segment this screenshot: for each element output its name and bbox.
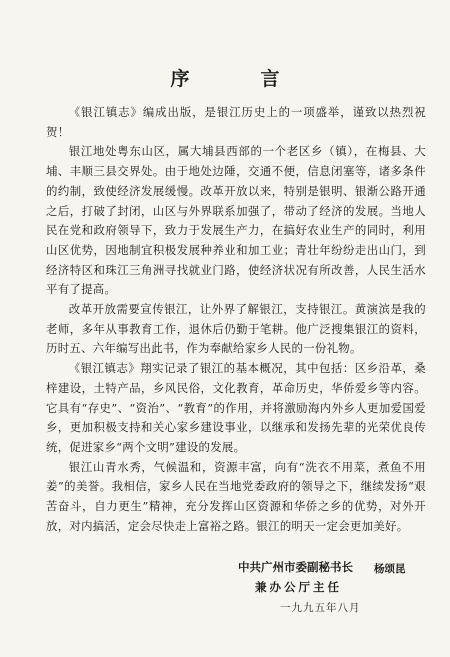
paragraph-5: 银江山青水秀，气候温和，资源丰富，向有“洗衣不用菜，煮鱼不用姜”的美誉。我相信，家乡人民在当地党委政府的领导之下，继续发扬“艰苦奋斗，自力更生”精神，充分发挥山区资源和华侨之乡的优势，对外开放，对内搞活，定会尽快走上富裕之路。银江的明天一定会更加美好。 (46, 459, 426, 533)
signature-date: 一九九五年八月 (280, 602, 361, 614)
paragraph-3: 改革开放需要宣传银江，让外界了解银江，支持银江。黄演滨是我的老师，多年从事教育工作，退休后仍勤于笔耕。他广泛搜集银江的资料，历时五、六年编写出此书，作为奉献给家乡人民的一份礼物。 (46, 302, 426, 356)
document-title: 序 言 (170, 68, 306, 90)
signature-title-line2: 兼办公厅主任 (255, 580, 342, 594)
signature-name: 杨颂昆 (374, 563, 406, 575)
preface-body (46, 103, 426, 536)
paragraph-2: 银江地处粤东山区，属大埔县西部的一个老区乡（镇），在梅县、大埔、丰顺三县交界处。由于地处边陲，交通不便，信息闭塞等，诸多条件的约制，致使经济发展缓慢。改革开放以来，特别是银明、银渐公路开通之后，打破了封闭，山区与外界联系加强了，带动了经济的发展。当地人民在党和政府领导下，致力于发展生产力，在搞好农业生产的同时，利用山区优势，因地制宜积极发展种养业和加工业；青壮年纷纷走出山门，到经济特区和珠江三角洲寻找就业门路，使经济状况有所改善，人民生活水平有了提高。 (46, 144, 426, 297)
paragraph-4: 《银江镇志》翔实记录了银江的基本概况，其中包括：区乡沿革，桑梓建设，土特产品，乡风民俗，文化教育，革命历史，华侨爱乡等内容。它具有“存史”、“资治”、“教育”的作用，并将激励海内外乡人更加爱国爱乡，更加积极支持和关心家乡建设事业，以继承和发扬先辈的光荣优良传统，促进家乡“两个文明”建设的发展。 (46, 361, 426, 454)
signature-title-line1: 中共广州市委副秘书长 (238, 560, 353, 574)
paragraph-1: 《银江镇志》编成出版，是银江历史上的一项盛举，谨致以热烈祝贺！ (46, 105, 426, 139)
